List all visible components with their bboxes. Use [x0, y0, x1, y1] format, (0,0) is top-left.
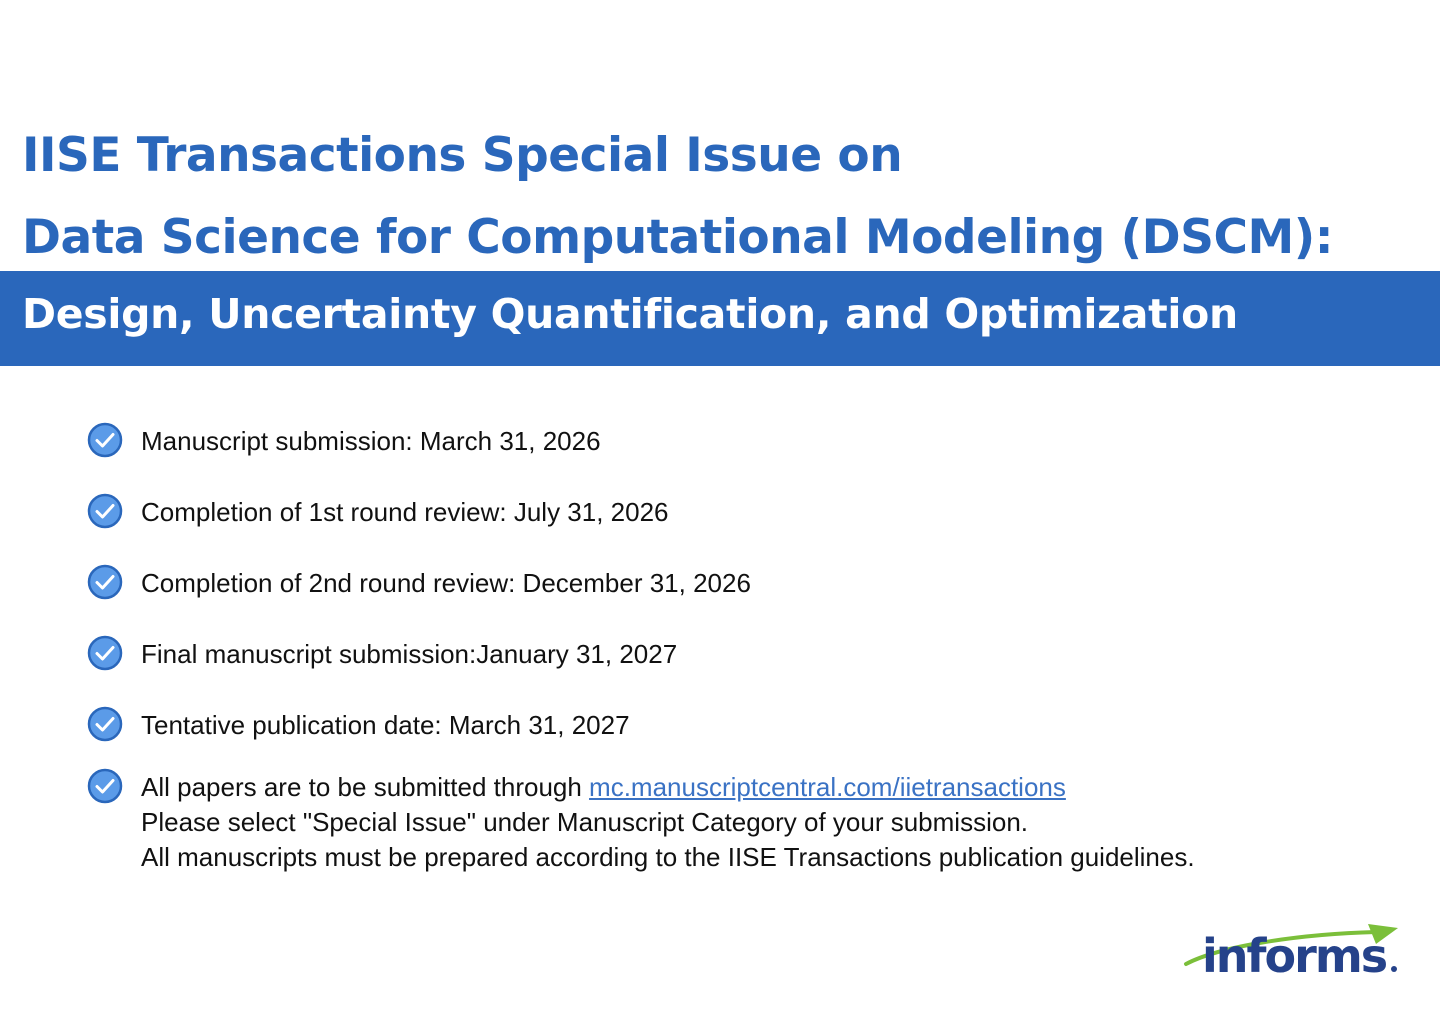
check-circle-icon — [86, 634, 124, 672]
submission-line-3: All manuscripts must be prepared according to the IISE Transactions publication guidelines. — [141, 842, 1195, 872]
check-circle-icon — [86, 421, 124, 459]
informs-logo — [1180, 918, 1404, 980]
check-circle-icon — [86, 492, 124, 530]
title-line-1: IISE Transactions Special Issue on — [22, 128, 903, 183]
deadline-text: Completion of 2nd round review: December 31, 2026 — [141, 568, 751, 598]
deadline-text: Final manuscript submission:January 31, 2027 — [141, 639, 678, 669]
subtitle: Design, Uncertainty Quantification, and Optimization — [22, 290, 1238, 338]
check-circle-icon — [86, 705, 124, 743]
deadline-text: Completion of 1st round review: July 31, 2026 — [141, 497, 669, 527]
deadline-text: Manuscript submission: March 31, 2026 — [141, 426, 601, 456]
deadline-text: Tentative publication date: March 31, 2027 — [141, 710, 630, 740]
submission-text — [141, 770, 1195, 875]
logo-wordmark: informs — [1202, 929, 1387, 980]
submission-line-1 — [141, 770, 1195, 805]
submission-line-2: Please select "Special Issue" under Manuscript Category of your submission. — [141, 807, 1028, 837]
check-circle-icon — [86, 767, 124, 805]
check-circle-icon — [86, 563, 124, 601]
title-line-2: Data Science for Computational Modeling (DSCM): — [22, 210, 1334, 265]
submission-link[interactable]: mc.manuscriptcentral.com/iietransactions — [589, 772, 1066, 802]
submission-prefix: All papers are to be submitted through — [141, 772, 590, 802]
